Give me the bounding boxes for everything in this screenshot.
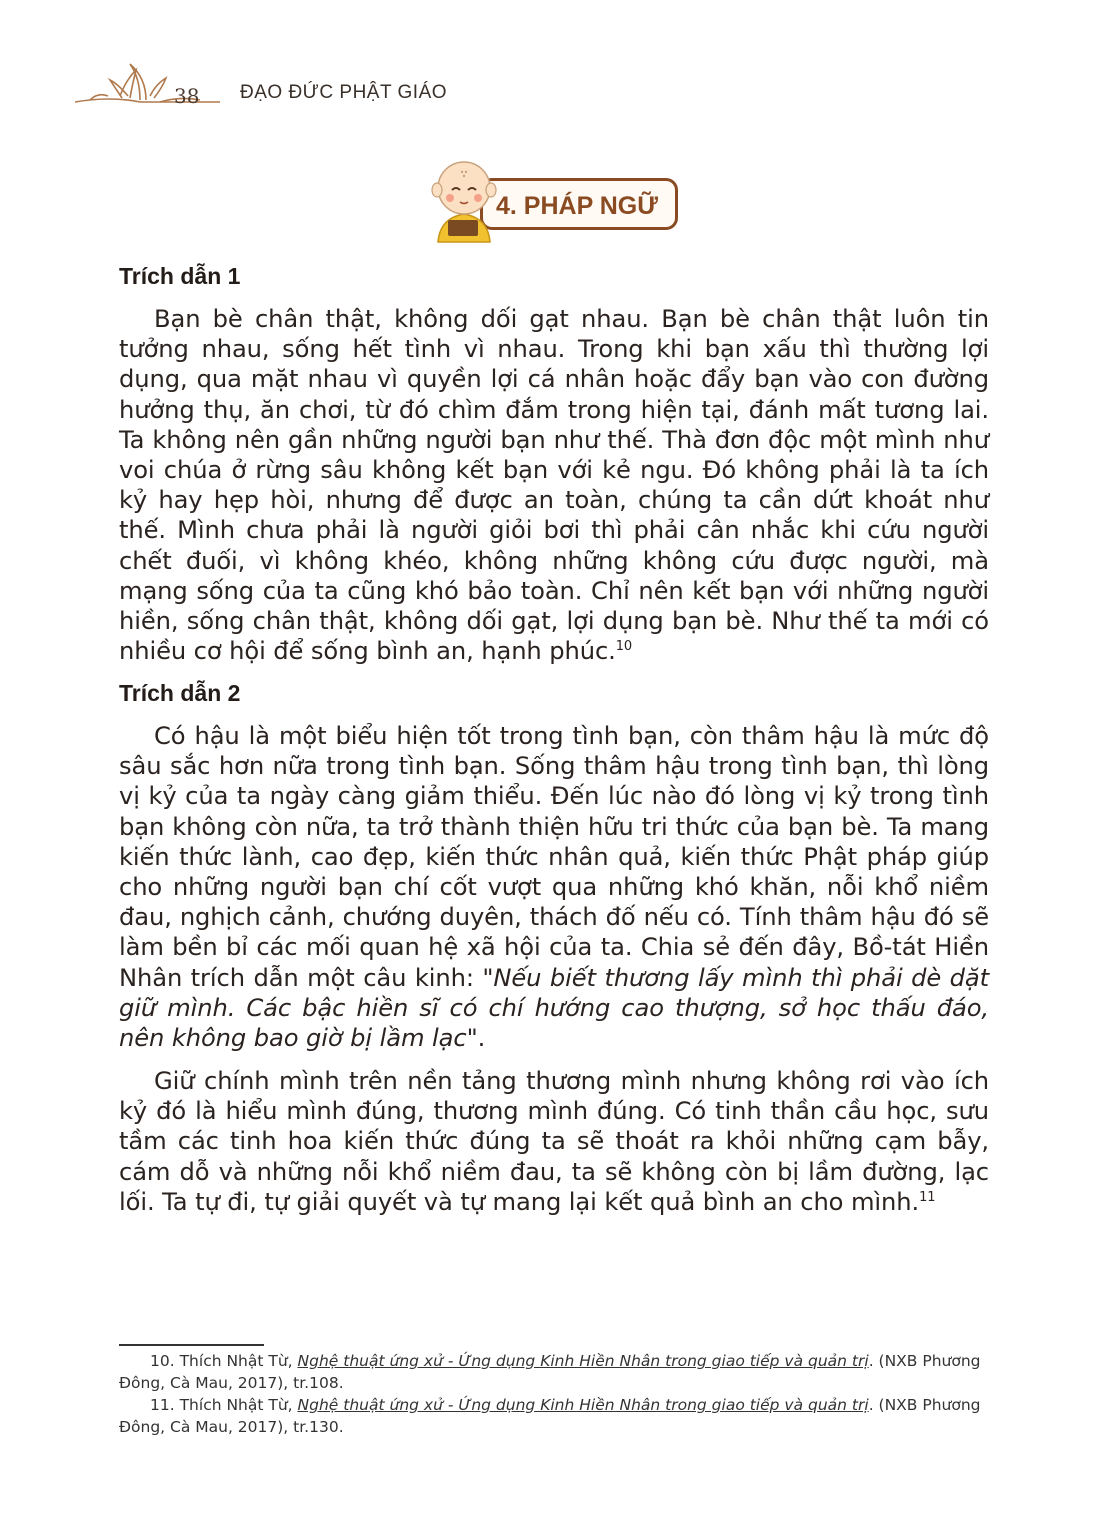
quote-2-text-2: Giữ chính mình trên nền tảng thương mình nhưng không rơi vào ích kỷ đó là hiểu mình đúng, thương mình đúng. Có tinh thần cầu học, sưu tầm các tinh hoa kiến thức đúng ta sẽ thoát ra khỏi những cạm bẫy, cám dỗ và những nỗi khổ niềm đau, ta sẽ không còn bị lầm đường, lạc lối. Ta tự đi, tự giải quyết và tự mang lại kết quả bình an cho mình. xyxy=(119,1067,989,1216)
running-title: ĐẠO ĐỨC PHẬT GIÁO xyxy=(240,82,448,103)
footnote-title: Nghệ thuật ứng xử - Ứng dụng Kinh Hiền Nhân trong giao tiếp và quản trị xyxy=(297,1396,869,1414)
quote-2-heading: Trích dẫn 2 xyxy=(119,680,241,706)
footnote-10 xyxy=(119,1350,989,1394)
quote-1-text: Bạn bè chân thật, không dối gạt nhau. Bạn bè chân thật luôn tin tưởng nhau, sống hết tình vì nhau. Trong khi bạn xấu thì thường lợi dụng, qua mặt nhau vì quyền lợi cá nhân hoặc đẩy bạn vào con đường hưởng thụ, ăn chơi, từ đó chìm đắm trong hiện tại, đánh mất tương lai. Ta không nên gần những người bạn như thế. Thà đơn độc một mình như voi chúa ở rừng sâu không kết bạn với kẻ ngu. Đó không phải là ta ích kỷ hay hẹp hòi, nhưng để được an toàn, chúng ta cần dứt khoát như thế. Mình chưa phải là người giỏi bơi thì phải cân nhắc khi cứu người chết đuối, vì không khéo, không những không cứu được người, mà mạng sống của ta cũng khó bảo toàn. Chỉ nên kết bạn với những người hiền, sống chân thật, không dối gạt, lợi dụng bạn bè. Như thế ta mới có nhiều cơ hội để sống bình an, hạnh phúc. xyxy=(119,305,989,666)
footnote-divider xyxy=(119,1344,264,1346)
lotus-ornament-icon xyxy=(70,62,230,112)
footnote-number: 11. xyxy=(150,1396,175,1414)
footnote-publication: . (NXB Phương Đông, Cà Mau, 2017), tr.130. xyxy=(119,1396,981,1436)
quote-2-paragraph-1 xyxy=(119,721,989,1053)
footnote-ref-10[interactable]: 10 xyxy=(615,639,633,655)
quote-2-paragraph-2 xyxy=(119,1066,989,1217)
quote-close: ". xyxy=(466,1024,486,1053)
footnote-author: Thích Nhật Từ, xyxy=(179,1396,293,1414)
footnote-author: Thích Nhật Từ, xyxy=(179,1352,293,1370)
footnote-publication: . (NXB Phương Đông, Cà Mau, 2017), tr.108. xyxy=(119,1352,981,1392)
sutra-quote: Nếu biết thương lấy mình thì phải dè dặt giữ mình. Các bậc hiền sĩ có chí hướng cao thượng, sở học thấu đáo, nên không bao giờ bị lầm lạc xyxy=(119,963,989,1053)
running-head xyxy=(70,62,490,112)
section-badge xyxy=(420,150,690,250)
quote-2-text: Có hậu là một biểu hiện tốt trong tình bạn, còn thâm hậu là mức độ sâu sắc hơn nữa trong tình bạn. Sống thâm hậu trong tình bạn, thì lòng vị kỷ của ta ngày càng giảm thiểu. Đến lúc nào đó lòng vị kỷ trong tình bạn không còn nữa, ta trở thành thiện hữu tri thức của bạn bè. Ta mang kiến thức lành, cao đẹp, kiến thức nhân quả, kiến thức Phật pháp giúp cho những người bạn chí cốt vượt qua những khó khăn, nỗi khổ niềm đau, nghịch cảnh, chướng duyên, thách đố nếu có. Tính thâm hậu đó sẽ làm bền bỉ các mối quan hệ xã hội của ta. Chia sẻ đến đây, Bồ-tát Hiền Nhân trích dẫn một câu kinh: " xyxy=(119,722,989,992)
footnote-ref-11[interactable]: 11 xyxy=(919,1189,936,1205)
quote-1-paragraph xyxy=(119,304,989,666)
page-number: 38 xyxy=(174,84,200,108)
footnote-number: 10. xyxy=(150,1352,175,1370)
footnote-11 xyxy=(119,1394,989,1438)
section-title: 4. PHÁP NGỮ xyxy=(496,192,658,220)
quote-1-heading: Trích dẫn 1 xyxy=(119,263,241,289)
footnote-title: Nghệ thuật ứng xử - Ứng dụng Kinh Hiền Nhân trong giao tiếp và quản trị xyxy=(297,1352,869,1370)
